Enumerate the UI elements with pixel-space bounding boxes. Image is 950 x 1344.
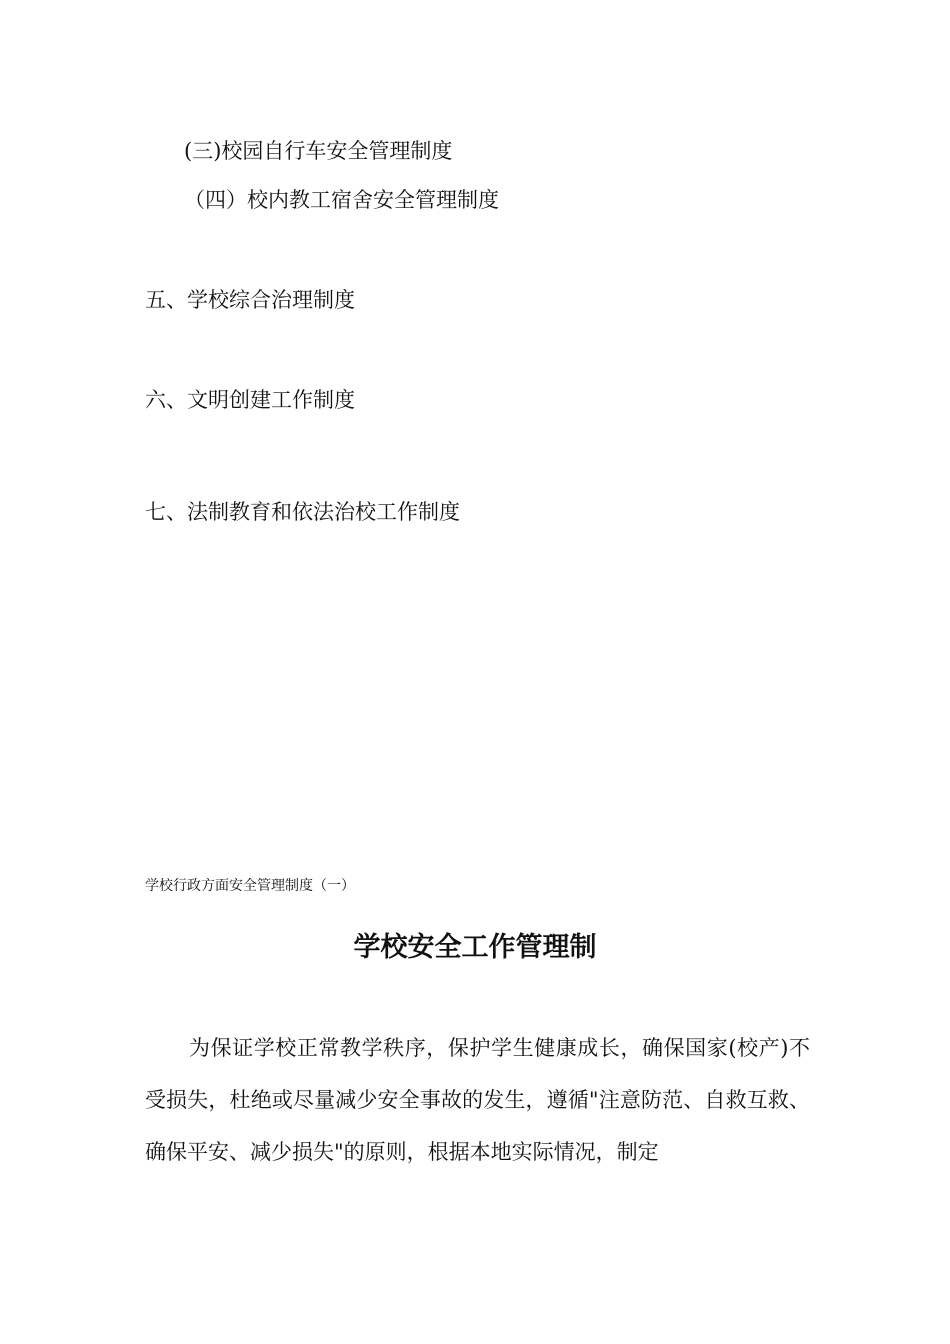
toc-item-dormitory-safety: （四）校内教工宿舍安全管理制度 [184, 188, 499, 212]
body-paragraph-text: 为保证学校正常教学秩序，保护学生健康成长，确保国家(校产)不受损失，杜绝或尽量减少安全事故的发生，遵循"注意防范、自救互救、确保平安、减少损失"的原则，根据本地实际情况，制定 [145, 1036, 810, 1164]
body-paragraph [145, 1022, 810, 1178]
toc-item-bicycle-safety: (三)校园自行车安全管理制度 [184, 139, 453, 163]
toc-item-comprehensive-governance: 五、学校综合治理制度 [145, 288, 355, 312]
toc-item-civilization-building: 六、文明创建工作制度 [145, 388, 355, 412]
toc-item-legal-education: 七、法制教育和依法治校工作制度 [145, 500, 460, 524]
page-title: 学校安全工作管理制 [353, 932, 597, 963]
section-header: 学校行政方面安全管理制度（一） [145, 878, 355, 894]
